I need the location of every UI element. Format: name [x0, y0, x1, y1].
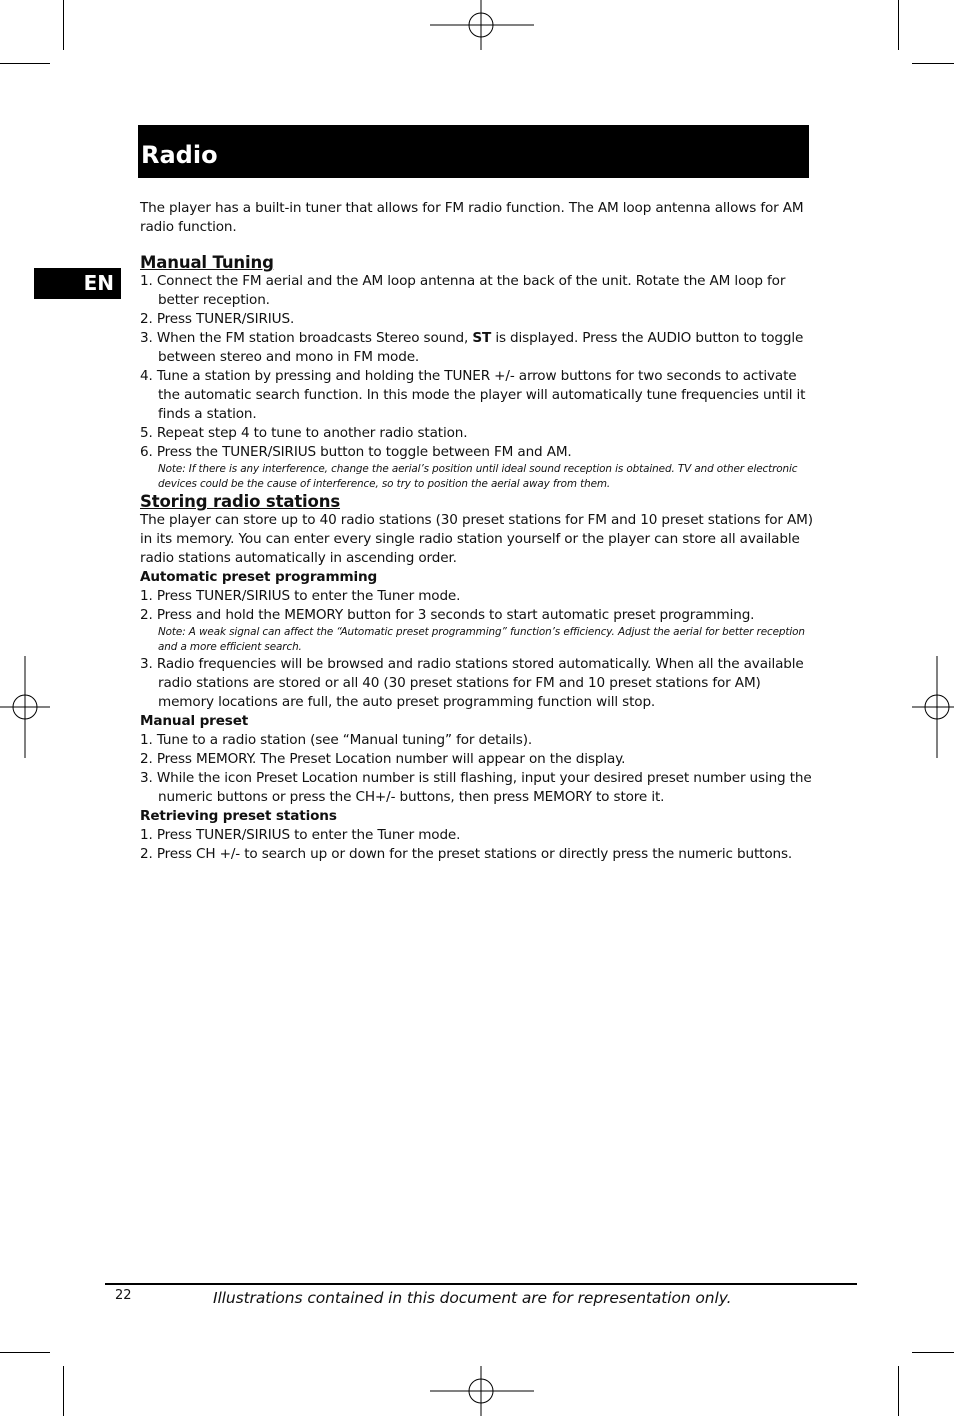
stereo-indicator-symbol: ST	[472, 330, 492, 346]
manual-preset-steps	[140, 731, 815, 807]
registration-mark-top	[430, 0, 534, 50]
footer-rule	[105, 1283, 857, 1285]
list-item: 2. Press CH +/- to search up or down for the preset stations or directly press the numeric buttons.	[140, 846, 793, 862]
manual-tuning-steps	[140, 272, 815, 462]
crop-mark-bottom-left-horizontal	[0, 1352, 50, 1353]
crop-mark-bottom-right-vertical	[898, 1366, 899, 1416]
list-item	[140, 329, 815, 367]
step-text: is displayed. Press the AUDIO button to toggle between stereo and mono in FM mode.	[158, 330, 804, 365]
list-item: 3. While the icon Preset Location number is still flashing, input your desired preset number using the numeric buttons or press the CH+/- buttons, then press MEMORY to store it.	[140, 770, 812, 805]
step-text: 3. When the FM station broadcasts Stereo sound,	[140, 330, 473, 346]
crop-mark-bottom-right-horizontal	[912, 1352, 954, 1353]
manual-preset-heading: Manual preset	[140, 713, 249, 729]
footer-disclaimer: Illustrations contained in this document are for representation only.	[213, 1289, 732, 1307]
storing-intro: The player can store up to 40 radio stations (30 preset stations for FM and 10 preset stations for AM) in its memory. You can enter every single radio station yourself or the player can store all available radio stations automatically in ascending order.	[140, 512, 813, 566]
registration-mark-left	[0, 656, 50, 758]
page-number: 22	[115, 1288, 132, 1303]
interference-note: Note: If there is any interference, change the aerial’s position until ideal sound reception is obtained. TV and other electronic devices could be the cause of interference, so try to position the aerial away from them.	[158, 463, 798, 490]
list-item: 1. Tune to a radio station (see “Manual tuning” for details).	[140, 732, 533, 748]
language-tab	[34, 268, 121, 299]
registration-mark-bottom	[430, 1366, 534, 1416]
intro-paragraph: The player has a built-in tuner that allows for FM radio function. The AM loop antenna allows for AM radio function.	[140, 200, 804, 235]
storing-heading: Storing radio stations	[140, 492, 341, 511]
retrieving-heading: Retrieving preset stations	[140, 808, 337, 824]
list-item: 6. Press the TUNER/SIRIUS button to toggle between FM and AM.	[140, 444, 572, 460]
list-item: 1. Press TUNER/SIRIUS to enter the Tuner mode.	[140, 827, 461, 843]
list-item: 1. Press TUNER/SIRIUS to enter the Tuner mode.	[140, 588, 461, 604]
list-item: 4. Tune a station by pressing and holding the TUNER +/- arrow buttons for two seconds to activate the automatic search function. In this mode the player will automatically tune frequencies until it finds a station.	[140, 368, 806, 422]
automatic-preset-heading: Automatic preset programming	[140, 569, 378, 585]
manual-tuning-heading: Manual Tuning	[140, 253, 274, 272]
retrieving-steps	[140, 826, 815, 864]
crop-mark-top-right-horizontal	[912, 63, 954, 64]
list-item: 1. Connect the FM aerial and the AM loop antenna at the back of the unit. Rotate the AM loop for better reception.	[140, 273, 786, 308]
page-title: Radio	[141, 141, 218, 169]
page-title-bar	[138, 125, 809, 178]
crop-mark-top-left-vertical	[63, 0, 64, 50]
main-content	[140, 199, 815, 864]
crop-mark-top-left-horizontal	[0, 63, 50, 64]
list-item: 2. Press and hold the MEMORY button for 3 seconds to start automatic preset programming.	[140, 607, 755, 623]
registration-mark-right	[912, 656, 954, 758]
automatic-preset-steps-continued	[140, 655, 815, 712]
automatic-preset-steps	[140, 587, 815, 625]
weak-signal-note: Note: A weak signal can affect the “Automatic preset programming” function’s efficiency. Adjust the aerial for better reception and a more efficient search.	[158, 626, 805, 653]
list-item: 2. Press MEMORY. The Preset Location number will appear on the display.	[140, 751, 626, 767]
list-item: 2. Press TUNER/SIRIUS.	[140, 311, 295, 327]
list-item: 5. Repeat step 4 to tune to another radio station.	[140, 425, 468, 441]
crop-mark-bottom-left-vertical	[63, 1366, 64, 1416]
list-item: 3. Radio frequencies will be browsed and radio stations stored automatically. When all the available radio stations are stored or all 40 (30 preset stations for FM and 10 preset stations for AM) memory locations are full, the auto preset programming function will stop.	[140, 656, 804, 710]
crop-mark-top-right-vertical	[898, 0, 899, 50]
language-tab-label: EN	[83, 271, 114, 295]
